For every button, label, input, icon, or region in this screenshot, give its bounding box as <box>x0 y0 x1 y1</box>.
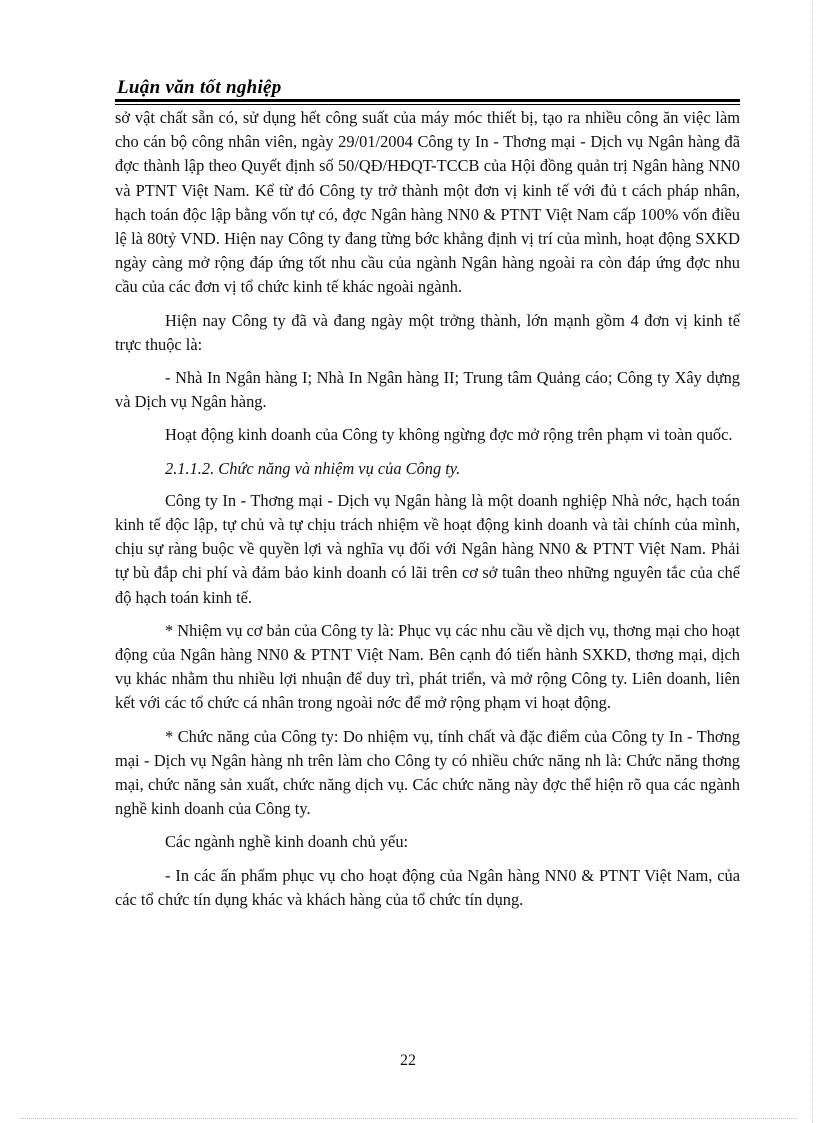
paragraph: * Nhiệm vụ cơ bản của Công ty là: Phục vụ các nhu cầu về dịch vụ, thơng mại cho hoạt động của Ngân hàng NN0 & PTNT Việt Nam. Bên cạnh đó tiến hành SXKD, thơng mại, dịch vụ khác nhằm thu nhiều lợi nhuận để duy trì, phát triển, và mở rộng Công ty. Liên doanh, liên kết với các tổ chức cá nhân trong ngoài nớc để mở rộng phạm vi hoạt động. <box>115 620 740 713</box>
paragraph: Các ngành nghề kinh doanh chủ yếu: <box>165 832 409 852</box>
header-title: Luận văn tốt nghiệp <box>117 77 282 98</box>
page-border-right <box>812 0 813 1123</box>
paragraph: * Chức năng của Công ty: Do nhiệm vụ, tính chất và đặc điểm của Công ty In - Thơng mại - Dịch vụ Ngân hàng nh trên làm cho Công ty có nhiều chức năng nh là: Chức năng thơng mại, chức năng sản xuất, chức năng dịch vụ. Các chức năng này đợc thể hiện rõ qua các ngành nghề kinh doanh của Công ty. <box>115 726 740 819</box>
list-item: - Nhà In Ngân hàng I; Nhà In Ngân hàng II; Trung tâm Quảng cáo; Công ty Xây dựng và Dịch vụ Ngân hàng. <box>115 368 740 412</box>
header-rule-thick <box>115 99 740 102</box>
paragraph: Công ty In - Thơng mại - Dịch vụ Ngân hàng là một doanh nghiệp Nhà nớc, hạch toán kinh tế độc lập, tự chủ và tự chịu trách nhiệm về hoạt động kinh doanh và tài chính của mình, chịu sự ràng buộc về quyền lợi và nghĩa vụ đối với Ngân hàng NN0 & PTNT Việt Nam. Phải tự bù đắp chi phí và đảm bảo kinh doanh có lãi trên cơ sở tuân theo những nguyên tắc của chế độ hạch toán kinh tế. <box>115 490 740 607</box>
list-item: - In các ấn phẩm phục vụ cho hoạt động của Ngân hàng NN0 & PTNT Việt Nam, của các tổ chức tín dụng khác và khách hàng của tổ chức tín dụng. <box>115 865 740 909</box>
document-body <box>115 106 740 921</box>
page-border-bottom <box>20 1118 796 1119</box>
header-rule-thin <box>115 104 740 105</box>
page-header <box>115 72 740 102</box>
paragraph: sở vật chất sẵn có, sử dụng hết công suất của máy móc thiết bị, tạo ra nhiều công ăn việc làm cho cán bộ công nhân viên, ngày 29/01/2004 Công ty In - Thơng mại - Dịch vụ Ngân hàng đã đợc thành lập theo Quyết định số 50/QĐ/HĐQT-TCCB của Hội đồng quản trị Ngân hàng NN0 và PTNT Việt Nam. Kể từ đó Công ty trở thành một đơn vị kinh tế với đủ t cách pháp nhân, hạch toán độc lập bằng vốn tự có, đợc Ngân hàng NN0 & PTNT Việt Nam cấp 100% vốn điều lệ là 80tỷ VND. Hiện nay Công ty đang từng bớc khẳng định vị trí của mình, hoạt động SXKD ngày càng mở rộng đáp ứng tốt nhu cầu của ngành Ngân hàng ngoài ra còn đáp ứng đợc nhu cầu của các đơn vị tổ chức kinh tế khác ngoài ngành. <box>115 108 740 297</box>
paragraph: Hiện nay Công ty đã và đang ngày một trởng thành, lớn mạnh gồm 4 đơn vị kinh tế trực thuộc là: <box>115 310 740 354</box>
page-number: 22 <box>400 1052 416 1069</box>
paragraph: Hoạt động kinh doanh của Công ty không ngừng đợc mở rộng trên phạm vi toàn quốc. <box>165 425 733 445</box>
section-heading: 2.1.1.2. Chức năng và nhiệm vụ của Công ty. <box>165 458 461 478</box>
